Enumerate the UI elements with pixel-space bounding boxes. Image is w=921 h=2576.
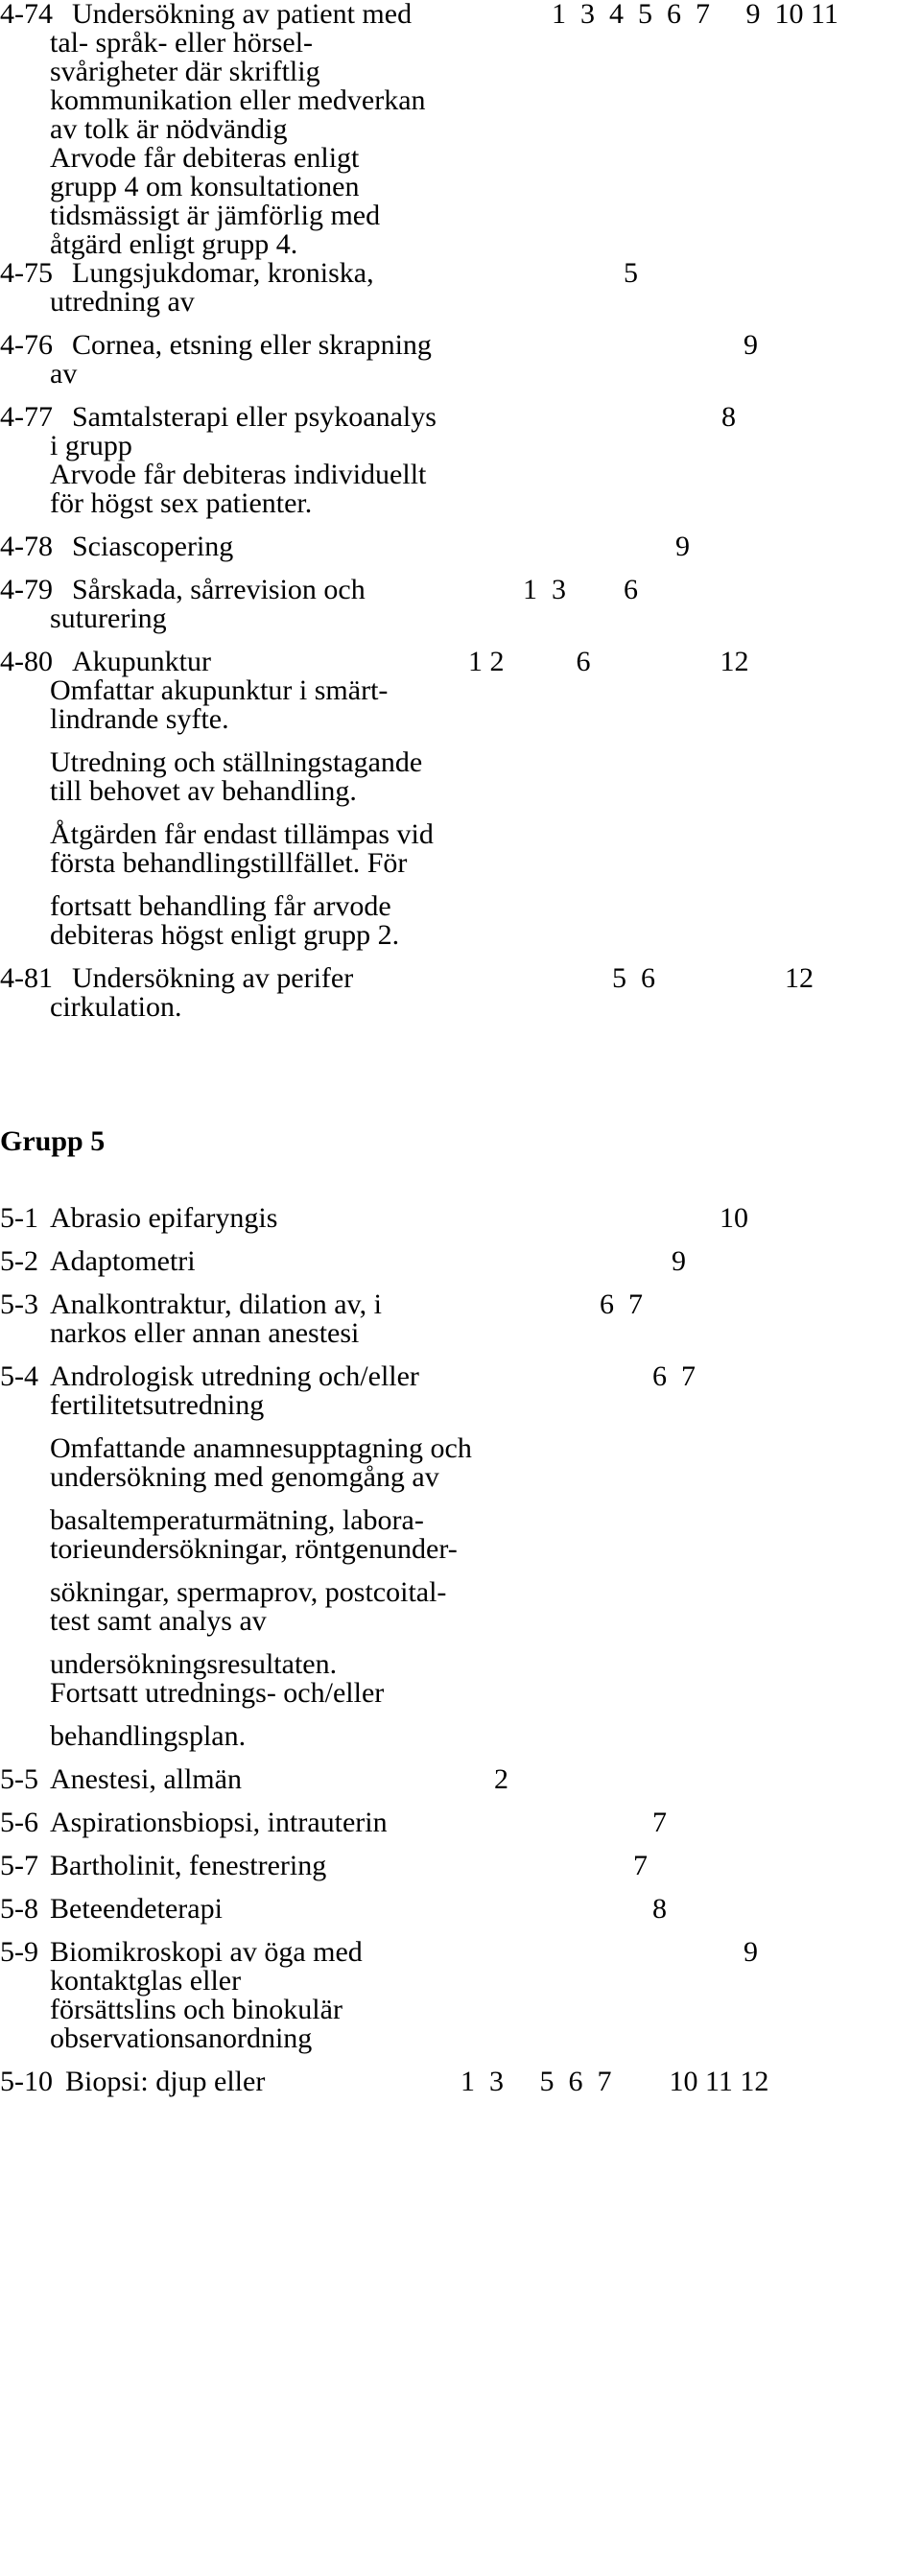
entry-note-line: för högst sex patienter.	[50, 487, 313, 519]
entry-note-line: behandlingsplan.	[50, 1720, 247, 1752]
entry-title-line: utredning av	[50, 286, 195, 318]
entry-code: 5-2	[0, 1245, 38, 1277]
entry-title-line: Bartholinit, fenestrering	[50, 1850, 327, 1881]
entry-note-line: fortsatt behandling får arvode	[50, 890, 391, 922]
entry-title-line: Samtalsterapi eller psykoanalys	[72, 401, 437, 433]
entry-title-line: Cornea, etsning eller skrapning	[72, 329, 432, 361]
entry-code: 5-6	[0, 1807, 38, 1838]
entry-code: 5-10	[0, 2066, 53, 2097]
entry-code: 4-80	[0, 646, 53, 677]
entry-code: 4-81	[0, 962, 53, 994]
entry-title-line: Akupunktur	[72, 646, 211, 677]
entry-note-line: sökningar, spermaprov, postcoital-	[50, 1576, 447, 1608]
entry-title-line: observationsanordning	[50, 2022, 313, 2054]
entry-title-line: av tolk är nödvändig	[50, 113, 288, 145]
entry-groups: 1 3 5 6 7 10 11 12	[460, 2066, 769, 2097]
entry-note-line: undersökningsresultaten.	[50, 1648, 338, 1680]
entry-title-line: suturering	[50, 603, 167, 634]
entry-code: 4-77	[0, 401, 53, 433]
entry-groups: 2	[494, 1763, 508, 1795]
entry-note-line: Fortsatt utrednings- och/eller	[50, 1677, 385, 1709]
entry-note-line: Omfattande anamnesupptagning och	[50, 1432, 472, 1464]
entry-title-line: svårigheter där skriftlig	[50, 56, 320, 87]
entry-title-line: cirkulation.	[50, 991, 182, 1023]
entry-note-line: Åtgärden får endast tillämpas vid	[50, 818, 434, 850]
entry-groups: 10	[720, 1202, 748, 1234]
entry-groups: 1 3 4 5 6 7 9 10 11	[552, 0, 838, 30]
entry-groups: 6 7	[600, 1288, 643, 1320]
section-heading: Grupp 5	[0, 1125, 106, 1157]
entry-title-line: Adaptometri	[50, 1245, 196, 1277]
entry-groups: 5	[624, 257, 638, 289]
entry-note-line: åtgärd enligt grupp 4.	[50, 228, 298, 260]
entry-groups: 1 3 6	[523, 574, 638, 605]
entry-title-line: Abrasio epifaryngis	[50, 1202, 278, 1234]
entry-code: 5-9	[0, 1936, 38, 1968]
entry-groups: 9	[675, 531, 690, 562]
entry-code: 5-1	[0, 1202, 38, 1234]
entry-groups: 8	[652, 1893, 667, 1925]
entry-groups: 8	[721, 401, 736, 433]
entry-note-line: till behovet av behandling.	[50, 775, 357, 807]
entry-title-line: Andrologisk utredning och/eller	[50, 1360, 419, 1392]
entry-title-line: Undersökning av patient med	[72, 0, 413, 30]
entry-groups: 7	[652, 1807, 667, 1838]
entry-title-line: Lungsjukdomar, kroniska,	[72, 257, 374, 289]
entry-title-line: av	[50, 358, 78, 390]
entry-note-line: Omfattar akupunktur i smärt-	[50, 674, 389, 706]
entry-code: 5-7	[0, 1850, 38, 1881]
entry-note-line: torieundersökningar, röntgenunder-	[50, 1533, 458, 1565]
entry-note-line: undersökning med genomgång av	[50, 1461, 439, 1493]
entry-title-line: Anestesi, allmän	[50, 1763, 242, 1795]
entry-groups: 9	[672, 1245, 686, 1277]
entry-note-line: första behandlingstillfället. För	[50, 847, 408, 879]
entry-title-line: Biopsi: djup eller	[65, 2066, 266, 2097]
entry-title-line: Sciascopering	[72, 531, 234, 562]
entry-title-line: Biomikroskopi av öga med	[50, 1936, 363, 1968]
entry-code: 4-75	[0, 257, 53, 289]
entry-note-line: Arvode får debiteras enligt	[50, 142, 360, 174]
entry-code: 5-3	[0, 1288, 38, 1320]
entry-note-line: tidsmässigt är jämförlig med	[50, 200, 381, 231]
entry-title-line: Aspirationsbiopsi, intrauterin	[50, 1807, 388, 1838]
entry-code: 4-78	[0, 531, 53, 562]
entry-groups: 9	[744, 1936, 758, 1968]
entry-title-line: Beteendeterapi	[50, 1893, 223, 1925]
entry-title-line: kommunikation eller medverkan	[50, 84, 426, 116]
entry-note-line: debiteras högst enligt grupp 2.	[50, 919, 400, 951]
entry-title-line: Sårskada, sårrevision och	[72, 574, 366, 605]
entry-groups: 9	[744, 329, 758, 361]
entry-note-line: grupp 4 om konsultationen	[50, 171, 360, 202]
entry-code: 4-74	[0, 0, 53, 30]
entry-title-line: tal- språk- eller hörsel-	[50, 27, 314, 59]
entry-code: 5-8	[0, 1893, 38, 1925]
entry-code: 4-79	[0, 574, 53, 605]
entry-code: 4-76	[0, 329, 53, 361]
entry-title-line: narkos eller annan anestesi	[50, 1317, 360, 1349]
entry-groups: 7	[633, 1850, 648, 1881]
entry-title-line: fertilitetsutredning	[50, 1389, 265, 1421]
entry-note-line: Arvode får debiteras individuellt	[50, 459, 427, 490]
entry-title-line: Undersökning av perifer	[72, 962, 354, 994]
entry-code: 5-4	[0, 1360, 38, 1392]
entry-note-line: test samt analys av	[50, 1605, 267, 1637]
entry-groups: 5 6 12	[612, 962, 814, 994]
entry-code: 5-5	[0, 1763, 38, 1795]
entry-groups: 6 7	[652, 1360, 696, 1392]
entry-note-line: lindrande syfte.	[50, 703, 229, 735]
entry-title-line: kontaktglas eller	[50, 1965, 242, 1997]
entry-title-line: försättslins och binokulär	[50, 1994, 342, 2025]
entry-note-line: basaltemperaturmätning, labora-	[50, 1504, 424, 1536]
entry-groups: 1 2 6 12	[468, 646, 749, 677]
entry-note-line: Utredning och ställningstagande	[50, 746, 423, 778]
entry-title-line: Analkontraktur, dilation av, i	[50, 1288, 382, 1320]
entry-title-line: i grupp	[50, 430, 132, 461]
